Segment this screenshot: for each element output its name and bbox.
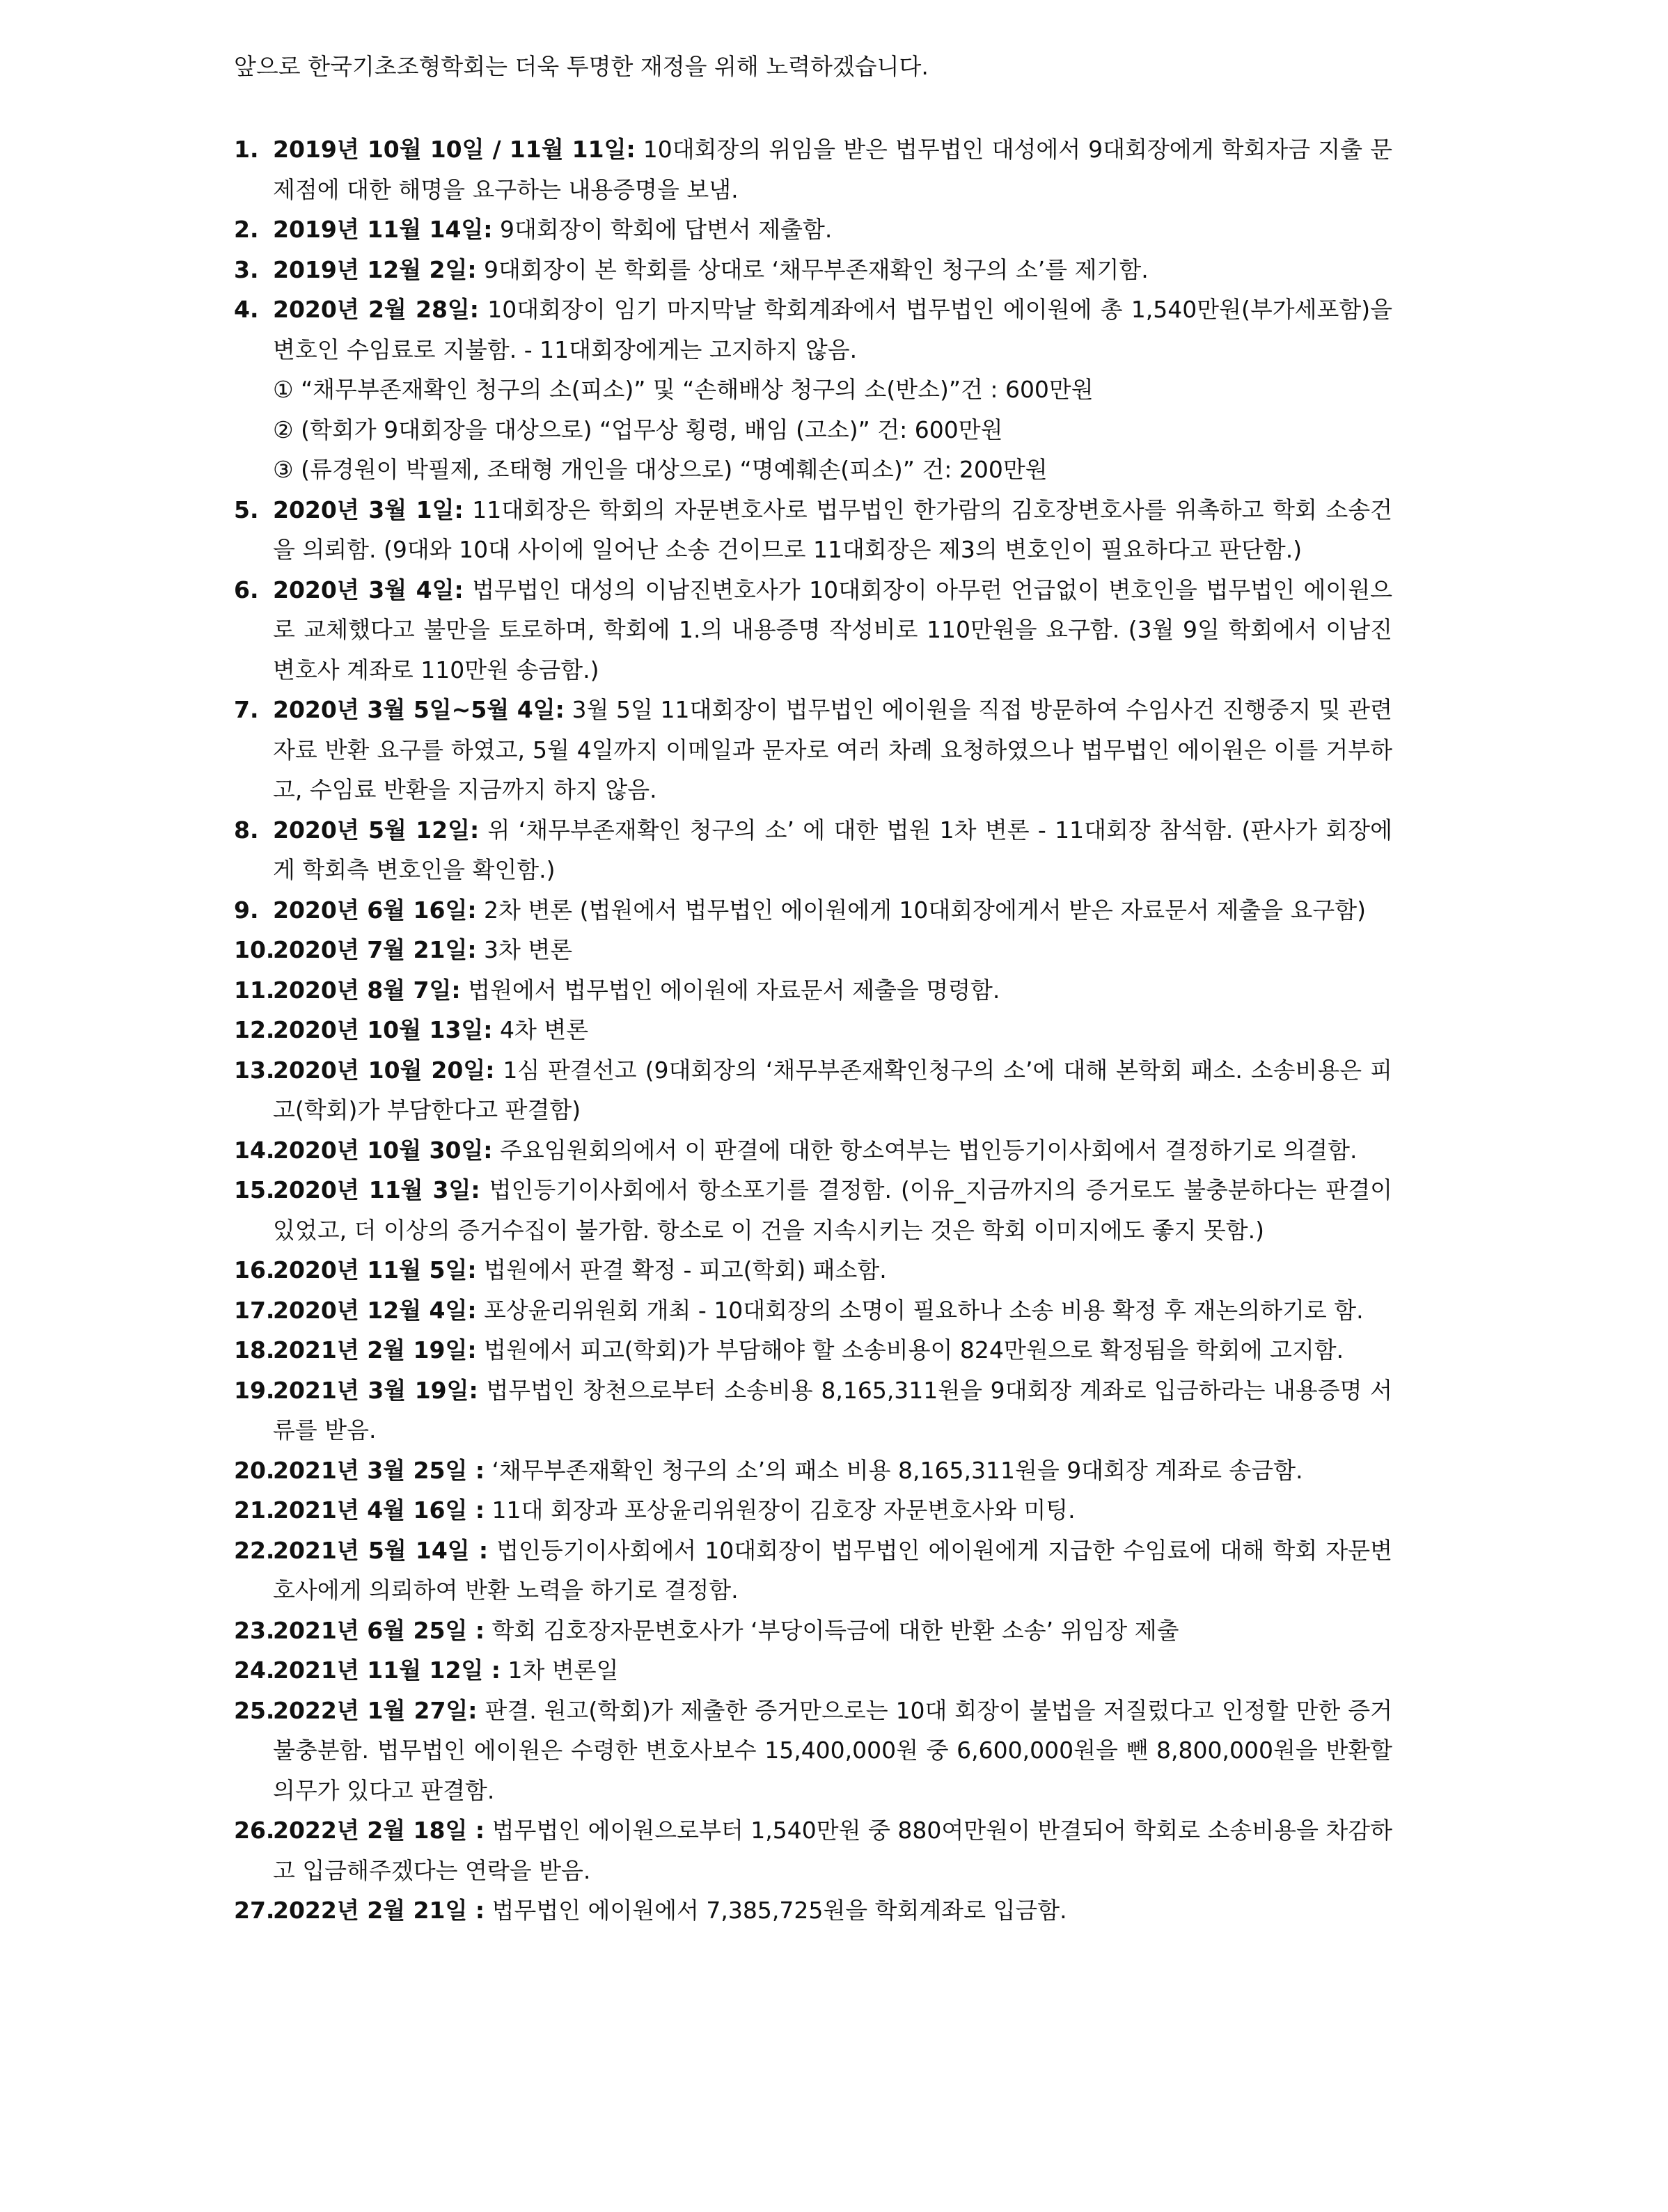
list-item: 13. 2020년 10월 20일: 1심 판결선고 (9대회장의 ‘채무부존재확인청구의 소’에 대해 본학회 패소. 소송비용은 피고(학회)가 부담한다고 판결함)	[234, 1056, 1392, 1123]
list-item: 1. 2019년 10월 10일 / 11월 11일: 10대회장의 위임을 받은 법무법인 대성에서 9대회장에게 학회자금 지출 문제점에 대한 해명을 요구하는 내용증명을 보냄.	[234, 136, 1393, 203]
list-item: 24. 2021년 11월 12일 : 1차 변론일	[234, 1657, 619, 1684]
timeline-list	[234, 129, 1392, 1931]
list-item: 8. 2020년 5월 12일: 위 ‘채무부존재확인 청구의 소’ 에 대한 법원 1차 변론 - 11대회장 참석함. (판사가 회장에게 학회측 변호인을 확인함.)	[234, 816, 1392, 883]
sub-list	[273, 370, 1392, 490]
list-item: 27. 2022년 2월 21일 : 법무법인 에이원에서 7,385,725원을 학회계좌로 입금함.	[234, 1897, 1067, 1924]
document-page	[234, 46, 1392, 1931]
list-item: 22. 2021년 5월 14일 : 법인등기이사회에서 10대회장이 법무법인 에이원에게 지급한 수임료에 대해 학회 자문변호사에게 의뢰하여 반환 노력을 하기로 결정함.	[234, 1536, 1392, 1604]
list-item: 9. 2020년 6월 16일: 2차 변론 (법원에서 법무법인 에이원에게 10대회장에게서 받은 자료문서 제출을 요구함)	[234, 896, 1367, 924]
intro-text: 앞으로 한국기초조형학회는 더욱 투명한 재정을 위해 노력하겠습니다.	[234, 53, 929, 80]
list-item: 23. 2021년 6월 25일 : 학회 김호장자문변호사가 ‘부당이득금에 대한 반환 소송’ 위임장 제출	[234, 1616, 1179, 1644]
list-item: 11. 2020년 8월 7일: 법원에서 법무법인 에이원에 자료문서 제출을 명령함.	[234, 976, 1000, 1004]
sub-item: ③ (류경원이 박필제, 조태형 개인을 대상으로) “명예훼손(피소)” 건: 200만원	[273, 456, 1048, 483]
list-item: 3. 2019년 12월 2일: 9대회장이 본 학회를 상대로 ‘채무부존재확인 청구의 소’를 제기함.	[234, 255, 1149, 283]
sub-item: ① “채무부존재확인 청구의 소(피소)” 및 “손해배상 청구의 소(반소)”건 : 600만원	[273, 376, 1094, 403]
list-item: 7. 2020년 3월 5일~5월 4일: 3월 5일 11대회장이 법무법인 에이원을 직접 방문하여 수임사건 진행중지 및 관련자료 반환 요구를 하였고, 5월 4일까지 이메일과 문자로 여러 차례 요청하였으나 법무법인 에이원은 이를 거부하고, 수임료 반환을 지금까지 하지 않음.	[234, 696, 1392, 803]
list-item: 14. 2020년 10월 30일: 주요임원회의에서 이 판결에 대한 항소여부는 법인등기이사회에서 결정하기로 의결함.	[234, 1136, 1358, 1164]
list-item: 25. 2022년 1월 27일: 판결. 원고(학회)가 제출한 증거만으로는 10대 회장이 불법을 저질렀다고 인정할 만한 증거 불충분함. 법무법인 에이원은 수령한 변호사보수 15,400,000원 중 6,600,000원을 뺀 8,800,000원을 반환할 의무가 있다고 판결함.	[234, 1696, 1392, 1804]
list-item: 5. 2020년 3월 1일: 11대회장은 학회의 자문변호사로 법무법인 한가람의 김호장변호사를 위촉하고 학회 소송건을 의뢰함. (9대와 10대 사이에 일어난 소송 건이므로 11대회장은 제3의 변호인이 필요하다고 판단함.)	[234, 496, 1393, 563]
list-item: 10. 2020년 7월 21일: 3차 변론	[234, 936, 573, 963]
list-item: 12. 2020년 10월 13일: 4차 변론	[234, 1016, 589, 1043]
list-item: 2. 2019년 11월 14일: 9대회장이 학회에 답변서 제출함.	[234, 216, 833, 243]
list-item: 4. 2020년 2월 28일: 10대회장이 임기 마지막날 학회계좌에서 법무법인 에이원에 총 1,540만원(부가세포함)을 변호인 수임료로 지불함. - 11대회장에게는 고지하지 않음. ① “채무부존재확인 청구의 소(피소)” 및 “손해배상 청구의 소(반소)”건 : 600만원 ② (학회가 9대회장을 대상으로) “업무상 횡령, 배임 (고소)” 건: 600만원 ③ (류경원이 박필제, 조태형 개인을 대상으로) “명예훼손(피소)” 건: 200만원	[234, 290, 1392, 490]
list-item: 19. 2021년 3월 19일: 법무법인 창천으로부터 소송비용 8,165,311원을 9대회장 계좌로 입금하라는 내용증명 서류를 받음.	[234, 1376, 1393, 1444]
list-item: 17. 2020년 12월 4일: 포상윤리위원회 개최 - 10대회장의 소명이 필요하나 소송 비용 확정 후 재논의하기로 함.	[234, 1296, 1364, 1324]
list-item: 20. 2021년 3월 25일 : ‘채무부존재확인 청구의 소’의 패소 비용 8,165,311원을 9대회장 계좌로 송금함.	[234, 1456, 1303, 1484]
list-item: 6. 2020년 3월 4일: 법무법인 대성의 이남진변호사가 10대회장이 아무런 언급없이 변호인을 법무법인 에이원으로 교체했다고 불만을 토로하며, 학회에 1.의 내용증명 작성비로 110만원을 요구함. (3월 9일 학회에서 이남진변호사 계좌로 110만원 송금함.)	[234, 576, 1393, 684]
list-item: 15. 2020년 11월 3일: 법인등기이사회에서 항소포기를 결정함. (이유_지금까지의 증거로도 불충분하다는 판결이 있었고, 더 이상의 증거수집이 불가함. 항소로 이 건을 지속시키는 것은 학회 이미지에도 좋지 못함.)	[234, 1176, 1392, 1244]
list-item: 18. 2021년 2월 19일: 법원에서 피고(학회)가 부담해야 할 소송비용이 824만원으로 확정됨을 학회에 고지함.	[234, 1336, 1344, 1364]
sub-item: ② (학회가 9대회장을 대상으로) “업무상 횡령, 배임 (고소)” 건: 600만원	[273, 416, 1003, 443]
list-item: 21. 2021년 4월 16일 : 11대 회장과 포상윤리위원장이 김호장 자문변호사와 미팅.	[234, 1496, 1076, 1524]
list-item: 16. 2020년 11월 5일: 법원에서 판결 확정 - 피고(학회) 패소함.	[234, 1256, 887, 1283]
list-item: 26. 2022년 2월 18일 : 법무법인 에이원으로부터 1,540만원 중 880여만원이 반결되어 학회로 소송비용을 차감하고 입금해주겠다는 연락을 받음.	[234, 1817, 1392, 1884]
